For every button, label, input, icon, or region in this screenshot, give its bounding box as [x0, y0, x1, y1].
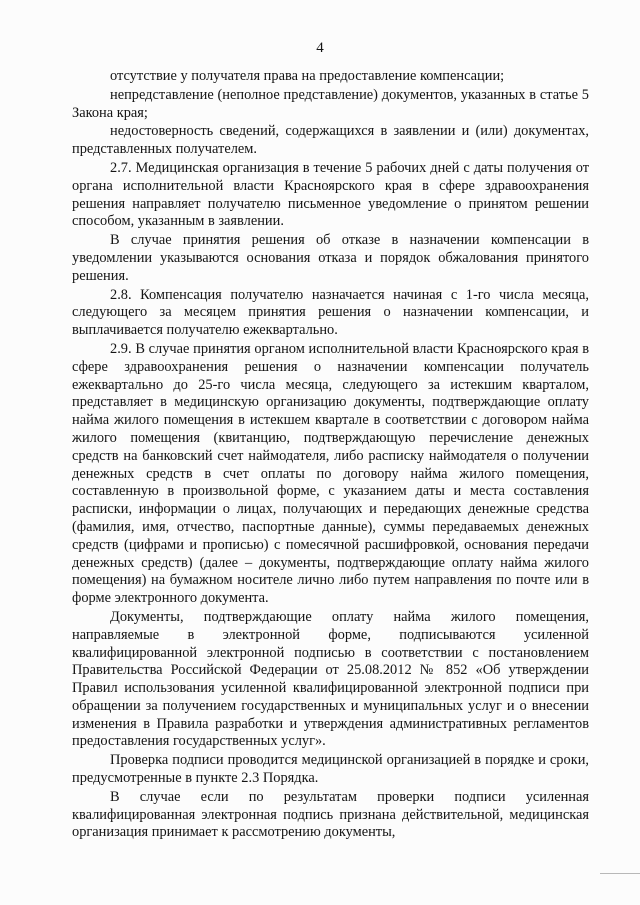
paragraph-2-9: 2.9. В случае принятия органом исполнительной власти Красноярского края в сфере здравоохранения решения о назначении компенсации получатель ежеквартально до 25-го числа месяца, следующего за истекшим кварталом, представляет в медицинскую организацию документы, подтверждающие оплату найма жилого помещения в истекшем квартале в соответствии с договором найма жилого помещения (квитанцию, подтверждающую перечисление денежных средств на банковский счет наймодателя, либо расписку наймодателя о получении денежных средств в счет оплаты по договору найма жилого помещения, составленную в произвольной форме, с указанием даты и места составления расписки, информации о лицах, получающих и передающих денежные средства (фамилия, имя, отчество, паспортные данные), суммы передаваемых денежных средств (цифрами и прописью) с помесячной расшифровкой, основания передачи денежных средств) (далее – документы, подтверждающие оплату найма жилого помещения) на бумажном носителе лично либо путем направления по почте или в форме электронного документа.: [72, 340, 589, 607]
scan-edge-line: [600, 873, 640, 874]
paragraph-signature-check: Проверка подписи проводится медицинской организацией в порядке и сроки, предусмотренные в пункте 2.3 Порядка.: [72, 752, 589, 787]
paragraph-no-right-to-compensation: отсутствие у получателя права на предоставление компенсации;: [110, 68, 505, 84]
paragraph-2-8: 2.8. Компенсация получателю назначается начиная с 1-го числа месяца, следующего за месяцем принятия решения о назначении компенсации, и выплачивается получателю ежеквартально.: [72, 286, 589, 339]
paragraph-unreliable-information: недостоверность сведений, содержащихся в заявлении и (или) документах, представленных получателем.: [72, 123, 589, 158]
paragraph-refusal-notice: В случае принятия решения об отказе в назначении компенсации в уведомлении указываются основания отказа и порядок обжалования принятого решения.: [72, 232, 589, 284]
paragraph-missing-documents: непредставление (неполное представление) документов, указанных в статье 5 Закона края;: [72, 86, 589, 121]
page-number: 4: [316, 40, 324, 56]
paragraph-signature-valid: В случае если по результатам проверки подписи усиленная квалифицированная электронная подпись признана действительной, медицинская организация принимает к рассмотрению документы,: [72, 788, 589, 841]
document-body: [72, 68, 589, 842]
paragraph-electronic-documents: Документы, подтверждающие оплату найма жилого помещения, направляемые в электронной форме, подписываются усиленной квалифицированной электронной подписью в соответствии с постановлением Правительства Российской Федерации от 25.08.2012 № 852 «Об утверждении Правил использования усиленной квалифицированной электронной подписи при обращении за получением государственных и муниципальных услуг и о внесении изменения в Правила разработки и утверждения административных регламентов предоставления государственных услуг».: [72, 608, 589, 750]
paragraph-2-7: 2.7. Медицинская организация в течение 5 рабочих дней с даты получения от органа исполнительной власти Красноярского края в сфере здравоохранения решения направляет получателю письменное уведомление о принятом решении способом, указанным в заявлении.: [72, 159, 589, 230]
